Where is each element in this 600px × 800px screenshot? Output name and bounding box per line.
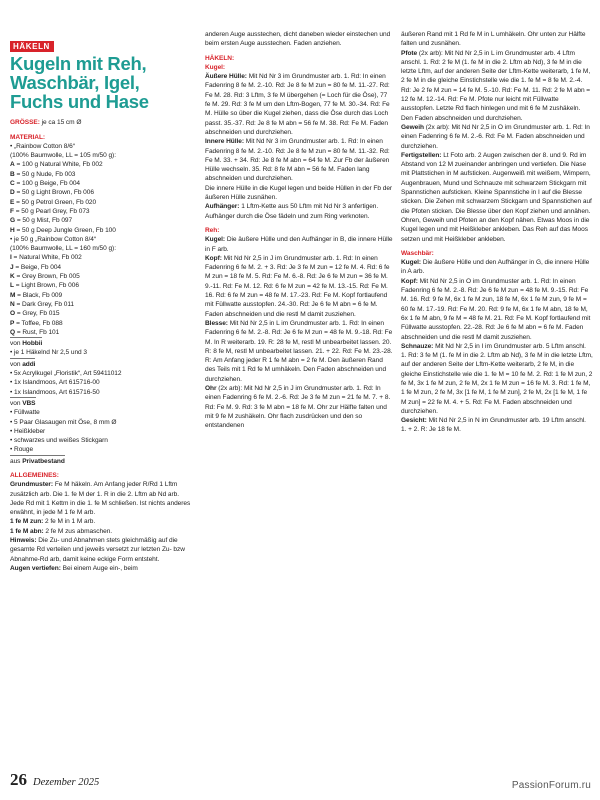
source-vbs: von VBS — [10, 397, 36, 408]
color-G: G = 50 g Mist, Fb 097 — [10, 217, 73, 225]
color-I: I = Natural White, Fb 002 — [10, 254, 82, 262]
page-title — [10, 54, 193, 111]
reh-kugel: Kugel: Die äußere Hülle und den Aufhänger in B, die innere Hülle in F arb. — [205, 236, 393, 253]
item-stuffing: • Füllwatte — [10, 409, 40, 417]
source-hobbii: von Hobbii — [10, 337, 42, 348]
yarn1-line1: • „Rainbow Cotton 8/6“ — [10, 142, 75, 150]
color-B: B = 50 g Nude, Fb 003 — [10, 170, 76, 178]
color-P: P = Toffee, Fb 088 — [10, 319, 63, 327]
title-line-1: Kugeln mit Reh, — [10, 53, 147, 75]
yarn2-line2: (100% Baumwolle, LL = 160 m/50 g): — [10, 245, 116, 253]
general-heading: ALLGEMEINES: — [10, 471, 59, 479]
color-Q: Q = Rust, Fb 101 — [10, 328, 60, 336]
yarn1-line2: (100% Baumwolle, LL = 105 m/50 g): — [10, 152, 116, 160]
heading-haekeln: HÄKELN: — [205, 54, 235, 62]
column-1 — [10, 41, 193, 573]
section-tag: HÄKELN — [10, 41, 54, 52]
heading-reh: Reh: — [205, 226, 220, 234]
item-balls: • 5x Acrylkugel „Floristik“, Art 59411012 — [10, 370, 122, 378]
color-O: O = Grey, Fb 015 — [10, 310, 60, 318]
page-number: 26 — [10, 770, 27, 789]
color-F: F = 50 g Pearl Grey, Fb 073 — [10, 207, 90, 215]
inner-shell: Innere Hülle: Mit Nd Nr 3 im Grundmuster arb. 1. Rd: In einen Fadenring 8 fe M. 2.-10. Rd: Je 8 fe M zun = 80 fe M. 11.-32. Rd: Fe M. 33. + 34. Rd: Je 8 fe M abn = 64 fe M. Zur Fb der äußeren Hülle wechseln. 35. Rd: 8 fe M abn = 56 fe M. Faden lang abschneiden und durchziehen. — [205, 138, 390, 183]
waschbaer-gesicht: Gesicht: Mit Nd Nr 2,5 in N im Grundmuster arb. 19 Lftm anschl. 1. + 2. R: Je 18 fe M. — [401, 417, 586, 434]
waschbaer-schnauze: Schnauze: Mit Nd Nr 2,5 in I im Grundmuster arb. 5 Lftm anschl. 1. Rd: 3 fe M (1. fe M in die 2. Lftm ab Nd), 3 fe M in die letzte Lftm, auf der anderen Seite der Lftm-Kette weiterarb, 2 fe M, in die gleiche Einstichstelle wie die 1. fe M = 10 fe M. 2. Rd: 1 fe M zun, 2 fe M, 3x 1 fe M zun, 2 fe M, 2x 1 fe M zun = 16 fe M. 3. Rd: 1 fe M, 1 fe M zun, 2 fe M, 3x [1 fe M, 1 fe M zun], 2 fe M, 2x [1 fe M, 1 fe M zun] = 22 fe M. 4. + 5. Rd: Fe M. Faden abschneiden und durchziehen. — [401, 342, 593, 415]
reh-geweih: Geweih (2x arb): Mit Nd Nr 2,5 in O im Grundmuster arb. 1. Rd: In einen Fadenring 6 fe M. 2.-6. Rd: Fe M. Faden abschneiden und durchziehen. — [401, 123, 590, 150]
material-heading: MATERIAL: — [10, 133, 46, 141]
color-J: J = Beige, Fb 004 — [10, 263, 62, 271]
reh-pfote: Pfote (2x arb): Mit Nd Nr 2,5 in L im Grundmuster arb. 4 Lftm anschl. 1. Rd: 2 fe M (1. fe M in die 2. Lftm ab Nd), 3 fe M in die letzte Lftm, auf der anderen Seite der Lftm-Kette weiterarb, 1 fe M, 2 fe M in die gleiche Einstichstelle wie die 1. fe M = 8 fe M. 2.-4. Rd: Je 2 fe M zun = 14 fe M. 5.-10. Rd: Fe M. 11. Rd: 2 fe M abn = 12 fe M. 12.-14. Rd: Fe M. Pfote nur leicht mit Füllwatte ausstopfen. Letzte Rd flach hinlegen und mit 6 fe M zushäkeln. Den Faden abschneiden und durchziehen. — [401, 49, 591, 122]
item-eyes: • 5 Paar Glasaugen mit Öse, 8 mm Ø — [10, 418, 117, 426]
color-D: D = 50 g Light Brown, Fb 006 — [10, 189, 94, 197]
waschbaer-kopf: Kopf: Mit Nd Nr 2,5 in O im Grundmuster arb. 1. Rd: In einen Fadenring 6 fe M. 2.-8. Rd: Je 6 fe M zun = 48 fe M. 9.-15. Rd: Fe M. 16. Rd: 9 fe M, 6x 1 fe M zun, 18 fe M, 6x 1 fe M zun, 9 fe M = 60 fe M. 17.-19. Rd: Fe M. 20. Rd: 9 fe M, 6x 1 fe M abn, 18 fe M, 6x 1 fe M abn, 9 fe M = 48 fe M. 21. Rd: Fe M. Kopf fortlaufend mit Füllwatte ausstopfen. 22.-28. Rd: Je 6 fe M abn = 6 fe M. Faden abschneiden und die restl M damit zusziehen. — [401, 277, 591, 341]
title-line-2: Waschbär, Igel, — [10, 72, 140, 94]
color-N: N = Dark Grey, Fb 011 — [10, 300, 75, 308]
size-label: GRÖSSE: — [10, 119, 40, 127]
hook-line: • je 1 Häkelnd Nr 2,5 und 3 — [10, 349, 88, 357]
general-p2: 1 fe M zun: 2 fe M in 1 M arb. — [10, 518, 96, 526]
page-footer — [10, 770, 99, 790]
item-rouge: • Rouge — [10, 446, 34, 454]
item-thread: • schwarzes und weißes Stickgarn — [10, 437, 108, 445]
general-p5: Augen vertiefen: Bei einem Auge ein-, beim — [10, 564, 138, 572]
color-H: H = 50 g Deep Jungle Green, Fb 100 — [10, 226, 116, 234]
assembly: Die innere Hülle in die Kugel legen und beide Hüllen in der Fb der äußeren Hülle zusnähen. — [205, 184, 393, 202]
heading-kugel: Kugel: — [205, 63, 226, 71]
waschbaer-kugel: Kugel: Die äußere Hülle und den Aufhänger in G, die innere Hülle in A arb. — [401, 259, 590, 276]
color-K: K = Grey Brown, Fb 005 — [10, 273, 80, 281]
yarn2-line1: • je 50 g „Rainbow Cotton 8/4“ — [10, 235, 96, 243]
color-A: A = 100 g Natural White, Fb 002 — [10, 161, 103, 169]
item-moss-2: • 1x Islandmoos, Art 615716-50 — [10, 388, 100, 396]
hanger: Aufhänger: 1 Lftm-Kette aus 50 Lftm mit Nd Nr 3 anfertigen. Aufhänger durch die Öse fädeln und zum Ring verknoten. — [205, 203, 379, 220]
column-2 — [205, 30, 393, 430]
col3-intro: äußeren Rand mit 1 Rd fe M in L umhäkeln. Ohr unten zur Hälfte falten und zusnähen. — [401, 31, 586, 48]
general-p3: 1 fe M abn: 2 fe M zus abmaschen. — [10, 527, 113, 535]
col2-intro: anderen Auge ausstechen, dicht daneben wieder einstechen und beim ersten Auge ausstechen. Faden anziehen. — [205, 31, 391, 48]
size-line — [10, 118, 193, 127]
color-E: E = 50 g Petrol Green, Fb 020 — [10, 198, 97, 206]
title-line-3: Fuchs und Hase — [10, 91, 149, 113]
reh-ohr: Ohr (2x arb): Mit Nd Nr 2,5 in J im Grundmuster arb. 1. Rd: In einen Fadenring 6 fe M. 2.-6. Rd: Je 3 fe M zun = 21 fe M. 7. + 8. Rd: Fe M. 9. Rd: 3 fe M abn = 18 fe M. Ohr zur Hälfte falten und mit 9 fe M zushäkeln. Ohr flach zusdrücken und den so entstandenen — [205, 384, 391, 430]
watermark: PassionForum.ru — [511, 780, 591, 791]
item-glue: • Heißkleber — [10, 427, 46, 435]
heading-waschbaer: Waschbär: — [401, 249, 434, 257]
color-L: L = Light Brown, Fb 006 — [10, 282, 79, 290]
issue-month: Dezember 2025 — [33, 777, 100, 788]
reh-blesse: Blesse: Mit Nd Nr 2,5 in L im Grundmuster arb. 1. Rd: In einen Fadenring 6 fe M. 2.-8. Rd: Je 6 fe M zun = 48 fe M. 9.-18. Rd: Fe M. In R weiterarb. 19. R: 28 fe M, restl M unbearbeitet lassen. 20. R: 8 fe M, restl M unbearbeitet lassen. 21. + 22. Rd: Fe M. 23.-28. R: Am Anfang jeder R 1 fe M abn = 2 fe M. Den äußeren Rand des Teils mit 1 Rd fe M umhäkeln. Den Faden abschneiden und durchziehen. — [205, 319, 393, 383]
reh-fertigstellen: Fertigstellen: Lt Foto arb. 2 Augen zwischen der 8. und 9. Rd im Abstand von 12 M zueinander anbringen und vertiefen. Die Nase mit Plattstichen in M aufsticken. Augenweiß mit weißem, Wimpern, Augenbrauen, Mund und Schnauze mit schwarzem Stickgarn mit Spannstichen aufsticken. Kleine Spannstiche in I auf die Blesse sticken. Die Zehen mit schwarzem Stickgarn und Spannstichen auf die Pfoten sticken. Die Blesse über den Kopf ziehen und annähen. Ohren, Geweih und Pfoten an den Kopf nähen. Etwas Moos in die Kugel legen und mit Heißkleber ankleben. Das Reh auf das Moos setzen und mit Heißkleber ankleben. — [401, 151, 592, 243]
source-private: aus Privatbestand — [10, 455, 65, 466]
outer-shell: Äußere Hülle: Mit Nd Nr 3 im Grundmuster arb. 1. Rd: In einen Fadenring 8 fe M. 2.-10. Rd: Je 8 fe M zun = 80 fe M. 11.-27. Rd: Fe M. 28. Rd: 3 Lftm, 3 fe M übergehen (= Loch für die Öse), 77 fe M. 29. Rd: 3 fe M um den Lftm-Bogen, 77 fe M. 30.-34. Rd: Fe M. Hülle so über die Kugel ziehen, dass die Öse durch das Loch passt. 35.-37. Rd: Je 8 fe M abn = 56 fe M. 38. Rd: Fe M. Faden abschneiden und durchziehen. — [205, 73, 390, 136]
size-value: je ca 15 cm Ø — [41, 119, 82, 127]
source-addi: von addi — [10, 358, 35, 369]
reh-kopf: Kopf: Mit Nd Nr 2,5 in J im Grundmuster arb. 1. Rd: In einen Fadenring 6 fe M. 2. + 3. Rd: Je 3 fe M zun = 12 fe M. 4. Rd: 6 fe M zun = 18 fe M. 5. Rd: Fe M. 6.-8. Rd: Je 6 fe M zun = 36 fe M. 9.-11. Rd: Fe M. 12. Rd: 6 fe M zun = 42 fe M. 13.-15. Rd: Fe M. 16. Rd: 6 fe M zun = 48 fe M. 17.-23. Rd: Fe M. Kopf fortlaufend mit Füllwatte ausstopfen. 24.-30. Rd: Je 6 fe M abn = 6 fe M. Faden abschneiden und die restl M damit zusziehen. — [205, 254, 390, 318]
general-p1: Grundmuster: Fe M häkeln. Am Anfang jeder R/Rd 1 Lftm zusätzlich arb. Die 1. fe M der 1. R in die 2. Lftm ab Nd arb. Jede Rd mit 1 Kettm in die 1. fe M schließen. Ist nichts anderes erwähnt, in jede M 1 fe M arb. — [10, 481, 191, 517]
color-M: M = Black, Fb 009 — [10, 291, 63, 299]
column-3 — [401, 30, 593, 435]
item-moss-1: • 1x Islandmoos, Art 615716-00 — [10, 379, 100, 387]
general-p4: Hinweis: Die Zu- und Abnahmen stets gleichmäßig auf die gesamte Rd verteilen und jeweils versetzt zur letzten Zu- bzw Abnahme-Rd arb, damit keine eckige Form entsteht. — [10, 537, 185, 563]
color-C: C = 100 g Beige, Fb 004 — [10, 180, 81, 188]
